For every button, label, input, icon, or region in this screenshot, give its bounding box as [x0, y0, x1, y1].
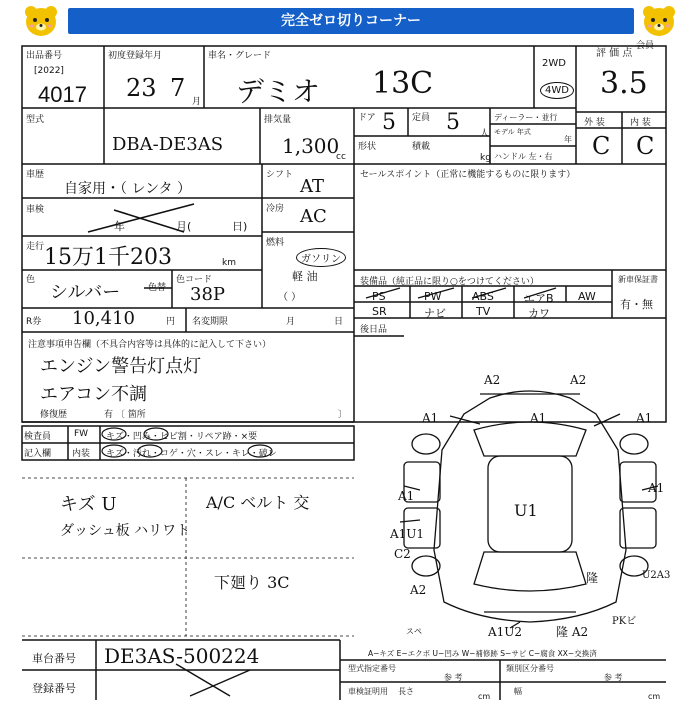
damage-mark: 隆 A2 — [556, 625, 589, 639]
capacity-unit: 人 — [480, 129, 490, 139]
damage-mark: C2 — [394, 547, 411, 561]
grade-label: 評 価 点 — [596, 48, 633, 59]
color-code: 38P — [190, 284, 226, 305]
equipment-label: 装備品（純正品に限り○をつけてください） — [360, 277, 539, 287]
mileage-label: 走行 — [26, 242, 45, 252]
shaken-strike-mark — [84, 200, 204, 236]
shaken-year-unit: 年 — [114, 220, 125, 233]
recycle-ticket-label: R券 — [26, 317, 42, 327]
registration-month: 7 — [170, 74, 186, 102]
damage-mark: U2A3 — [642, 570, 671, 581]
damage-mark: A2 — [484, 373, 501, 387]
damage-mark: A2 — [570, 373, 587, 387]
mileage-unit: km — [222, 258, 236, 268]
load-label: 積載 — [412, 142, 431, 152]
drive-2wd: 2WD — [542, 58, 566, 69]
inspector-row1-label: FW — [74, 429, 89, 439]
repair-history-end: 〕 — [338, 410, 348, 420]
cropped-member-label: 会員 — [636, 41, 655, 51]
damage-mark: A2 — [410, 583, 427, 597]
body-shape-label: 形状 — [358, 142, 377, 152]
shaken-day-unit: 日) — [232, 220, 248, 233]
type-designation-label: 型式指定番号 — [348, 664, 396, 673]
color-code-label: 色コード — [176, 275, 213, 285]
capacity: 5 — [446, 110, 460, 135]
usage-label: 車歴 — [26, 170, 45, 180]
shaken-label: 車検 — [26, 205, 45, 215]
first-registration-label: 初度登録年月 — [108, 51, 163, 61]
repair-history-label: 修復歴 — [40, 410, 68, 420]
interior-grade-label: 内 装 — [630, 118, 651, 128]
ac-value: AC — [300, 206, 327, 227]
chassis-number: DE3AS-500224 — [104, 644, 260, 668]
name-change-month-unit: 月 — [286, 317, 296, 327]
damage-mark: PKビ — [612, 616, 637, 627]
notes-line-1: エンジン警告灯点灯 — [40, 356, 202, 377]
warranty-value: 有・無 — [620, 298, 653, 311]
color-change-label: 色替 — [148, 283, 167, 293]
doors-label: ドア — [358, 113, 376, 123]
width-unit: cm — [648, 692, 661, 701]
dealer-label: ディーラー・並行 — [494, 113, 558, 122]
displacement-unit: cc — [336, 152, 346, 162]
exterior-grade-label: 外 装 — [584, 118, 605, 128]
sales-points-label: セールスポイント（正常に機能するものに限ります） — [360, 170, 576, 180]
inspector-label-2: 記入欄 — [24, 449, 52, 459]
doors: 5 — [382, 110, 396, 135]
load-unit: kg — [480, 153, 491, 163]
fuel-label: 燃料 — [266, 238, 285, 248]
interior-grade: C — [636, 132, 655, 160]
car-name: デミオ — [236, 75, 321, 108]
usage-value: 自家用・（ レンタ ） — [64, 181, 191, 197]
repair-history-value: 有 〔 箇所 — [104, 410, 146, 420]
damage-mark: A1U2 — [488, 625, 523, 639]
warranty-label: 新車保証書 — [618, 275, 658, 284]
damage-mark: 隆 — [586, 571, 599, 585]
car-grade: 13C — [372, 66, 434, 101]
damage-mark: A1 — [530, 411, 547, 425]
shift-value: AT — [300, 176, 325, 197]
seat-label: 後日品 — [360, 325, 388, 335]
chassis-number-label: 車台番号 — [32, 652, 76, 665]
equipment-sr: SR — [372, 305, 387, 318]
ac-label: 冷房 — [266, 204, 285, 214]
inspector-circle-marks — [100, 426, 280, 460]
handle-side-label: ハンドル 左・右 — [494, 152, 553, 161]
certificate-label: 車検証明用 — [348, 687, 388, 696]
shaken-month-unit: 月( — [176, 220, 192, 233]
exterior-grade: C — [592, 132, 611, 160]
plate-strike-mark — [170, 660, 290, 700]
notes-label: 注意事項申告欄（不具合内容等は具体的に記入して下さい） — [28, 340, 272, 350]
length-label: 長さ — [398, 687, 414, 696]
handwritten-note-left-1: キズ U — [60, 494, 117, 515]
damage-mark: A1U1 — [390, 527, 425, 541]
inspector-label-1: 検査員 — [24, 432, 52, 442]
header-title: 完全ゼロ切りコーナー — [281, 13, 421, 29]
car-name-label: 車名・グレード — [208, 51, 272, 61]
handwritten-note-left-2: ダッシュ板 ハリワト — [60, 523, 191, 539]
equipment-navi: ナビ — [424, 307, 446, 320]
equipment-airbag: エアB — [524, 292, 554, 305]
lot-year-tag: [2022] — [34, 66, 64, 76]
recycle-ticket-value: 10,410 — [72, 308, 135, 329]
inspector-row1: キズ・凹み・ヒビ割・リペア跡・×要 — [106, 432, 258, 442]
damage-mark: A1 — [636, 411, 653, 425]
handwritten-note-right-2: 下廻り 3C — [214, 573, 290, 592]
handwritten-note-right-1: A/C ベルト 交 — [206, 493, 310, 512]
equipment-tv: TV — [476, 305, 491, 318]
damage-mark: A1 — [422, 411, 439, 425]
class-number-ref: 参 考 — [604, 673, 623, 682]
lot-number: 4017 — [38, 82, 87, 107]
equipment-ps: PS — [372, 290, 386, 303]
notes-line-2: エアコン不調 — [40, 384, 148, 405]
equipment-aw: AW — [578, 290, 596, 303]
model-code: DBA-DE3AS — [112, 134, 224, 155]
inspector-row2-label: 内装 — [72, 449, 91, 459]
equipment-check-marks — [360, 284, 570, 302]
drive-4wd-circled: 4WD — [540, 82, 574, 99]
equipment-pw: PW — [424, 290, 442, 303]
fuel-gasoline-circled: ガソリン — [296, 248, 346, 267]
lot-number-label: 出品番号 — [26, 51, 63, 61]
displacement: 1,300 — [282, 134, 340, 158]
length-unit: cm — [478, 692, 491, 701]
model-year-label: モデル 年式 — [494, 128, 531, 136]
capacity-label: 定員 — [412, 113, 431, 123]
type-designation-ref: 参 考 — [444, 673, 463, 682]
model-code-label: 型式 — [26, 115, 45, 125]
color-label: 色 — [26, 275, 36, 285]
fuel-diesel: 軽 油 — [292, 270, 318, 283]
damage-mark: A1 — [648, 481, 665, 495]
damage-mark: U1 — [514, 501, 538, 520]
damage-mark: A1 — [398, 489, 415, 503]
registration-year: 23 — [126, 74, 157, 102]
equipment-leather: カワ — [528, 307, 550, 320]
car-damage-diagram — [380, 370, 680, 650]
color-value: シルバー — [50, 282, 121, 303]
inspector-row2: キズ・汚れ・コゲ・穴・スレ・キレ・破レ — [106, 449, 277, 459]
grade-score: 3.5 — [600, 66, 648, 101]
mileage-value: 15万1千203 — [44, 245, 172, 270]
shift-label: シフト — [266, 170, 294, 180]
name-change-day-unit: 日 — [334, 317, 344, 327]
damage-mark: スペ — [406, 627, 422, 636]
fuel-other: （ ） — [278, 292, 302, 303]
recycle-unit: 円 — [166, 317, 176, 327]
class-number-label: 類別区分番号 — [506, 664, 554, 673]
name-change-label: 名変期限 — [192, 317, 229, 327]
model-year-unit: 年 — [564, 135, 572, 144]
width-label: 幅 — [514, 687, 522, 696]
equipment-abs: ABS — [472, 290, 494, 303]
damage-code-legend: A−キズ E−エクボ U−凹み W−補修跡 S−サビ C−腐食 XX−交換済 — [368, 649, 597, 658]
displacement-label: 排気量 — [264, 115, 292, 125]
registration-month-unit: 月 — [192, 97, 202, 107]
plate-number-label: 登録番号 — [32, 682, 76, 695]
